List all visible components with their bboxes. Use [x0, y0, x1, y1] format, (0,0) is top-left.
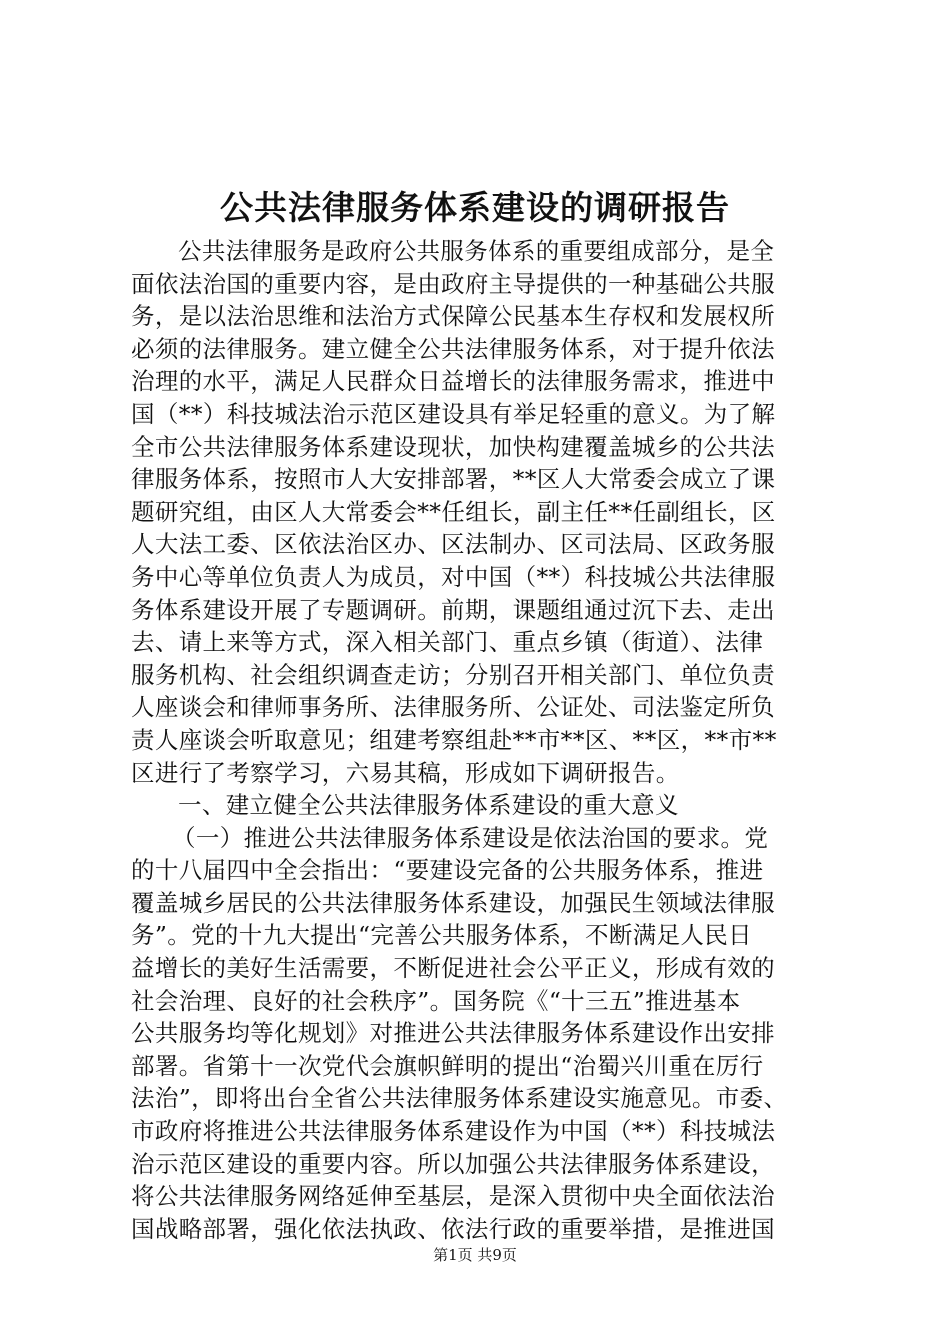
- paragraph-line: 人大法工委、区依法治区办、区法制办、区司法局、区政务服: [131, 530, 775, 559]
- paragraph-line: 将公共法律服务网络延伸至基层，是深入贯彻中央全面依法治: [131, 1182, 775, 1211]
- paragraph-line: 律服务体系，按照市人大安排部署，**区人大常委会成立了课: [131, 465, 776, 494]
- paragraph-line: 务体系建设开展了专题调研。前期，课题组通过沉下去、走出: [131, 595, 775, 624]
- paragraph-line: 治理的水平，满足人民群众日益增长的法律服务需求，推进中: [131, 367, 775, 396]
- document-title: 公共法律服务体系建设的调研报告: [220, 188, 730, 227]
- paragraph-line: 服务机构、社会组织调查走访；分别召开相关部门、单位负责: [131, 660, 775, 689]
- paragraph-line: 益增长的美好生活需要，不断促进社会公平正义，形成有效的: [131, 954, 775, 983]
- document-body: [131, 235, 831, 1245]
- paragraph-line: 全市公共法律服务体系建设现状，加快构建覆盖城乡的公共法: [131, 432, 775, 461]
- paragraph-line: 面依法治国的重要内容，是由政府主导提供的一种基础公共服: [131, 269, 775, 298]
- paragraph-line: 必须的法律服务。建立健全公共法律服务体系，对于提升依法: [131, 334, 775, 363]
- paragraph-line: 责人座谈会听取意见；组建考察组赴**市**区、**区，**市**: [131, 725, 777, 754]
- paragraph-line: 务”。党的十九大提出“完善公共服务体系，不断满足人民日: [131, 921, 752, 950]
- paragraph-line: 国（**）科技城法治示范区建设具有举足轻重的意义。为了解: [131, 399, 776, 428]
- section-heading: 一、建立健全公共法律服务体系建设的重大意义: [178, 791, 679, 820]
- paragraph-line: 部署。省第十一次党代会旗帜鲜明的提出“治蜀兴川重在厉行: [131, 1051, 764, 1080]
- paragraph-line: 社会治理、良好的社会秩序”。国务院《“十三五”推进基本: [131, 986, 741, 1015]
- paragraph-line: 的十八届四中全会指出：“要建设完备的公共服务体系，推进: [131, 856, 764, 885]
- paragraph-line: 公共法律服务是政府公共服务体系的重要组成部分，是全: [178, 237, 775, 265]
- paragraph-line: 务中心等单位负责人为成员，对中国（**）科技城公共法律服: [131, 562, 776, 591]
- paragraph-line: 人座谈会和律师事务所、法律服务所、公证处、司法鉴定所负: [131, 693, 775, 722]
- paragraph-line: 公共服务均等化规划》对推进公共法律服务体系建设作出安排: [131, 1019, 775, 1048]
- paragraph-line: 市政府将推进公共法律服务体系建设作为中国（**）科技城法: [131, 1117, 776, 1146]
- paragraph-line: 覆盖城乡居民的公共法律服务体系建设，加强民生领域法律服: [131, 888, 775, 917]
- paragraph-line: 题研究组，由区人大常委会**任组长，副主任**任副组长，区: [131, 497, 776, 526]
- paragraph-line: 区进行了考察学习，六易其稿，形成如下调研报告。: [131, 758, 680, 787]
- paragraph-line: 法治”，即将出台全省公共法律服务体系建设实施意见。市委、: [131, 1084, 788, 1113]
- page-number-footer: 第1页 共9页: [433, 1246, 517, 1264]
- paragraph-line: 治示范区建设的重要内容。所以加强公共法律服务体系建设，: [131, 1149, 775, 1178]
- paragraph-line: （一）推进公共法律服务体系建设是依法治国的要求。党: [172, 823, 769, 852]
- paragraph-line: 去、请上来等方式，深入相关部门、重点乡镇（街道）、法律: [131, 628, 764, 657]
- paragraph-line: 国战略部署，强化依法执政、依法行政的重要举措，是推进国: [131, 1214, 775, 1243]
- paragraph-line: 务，是以法治思维和法治方式保障公民基本生存权和发展权所: [131, 302, 775, 331]
